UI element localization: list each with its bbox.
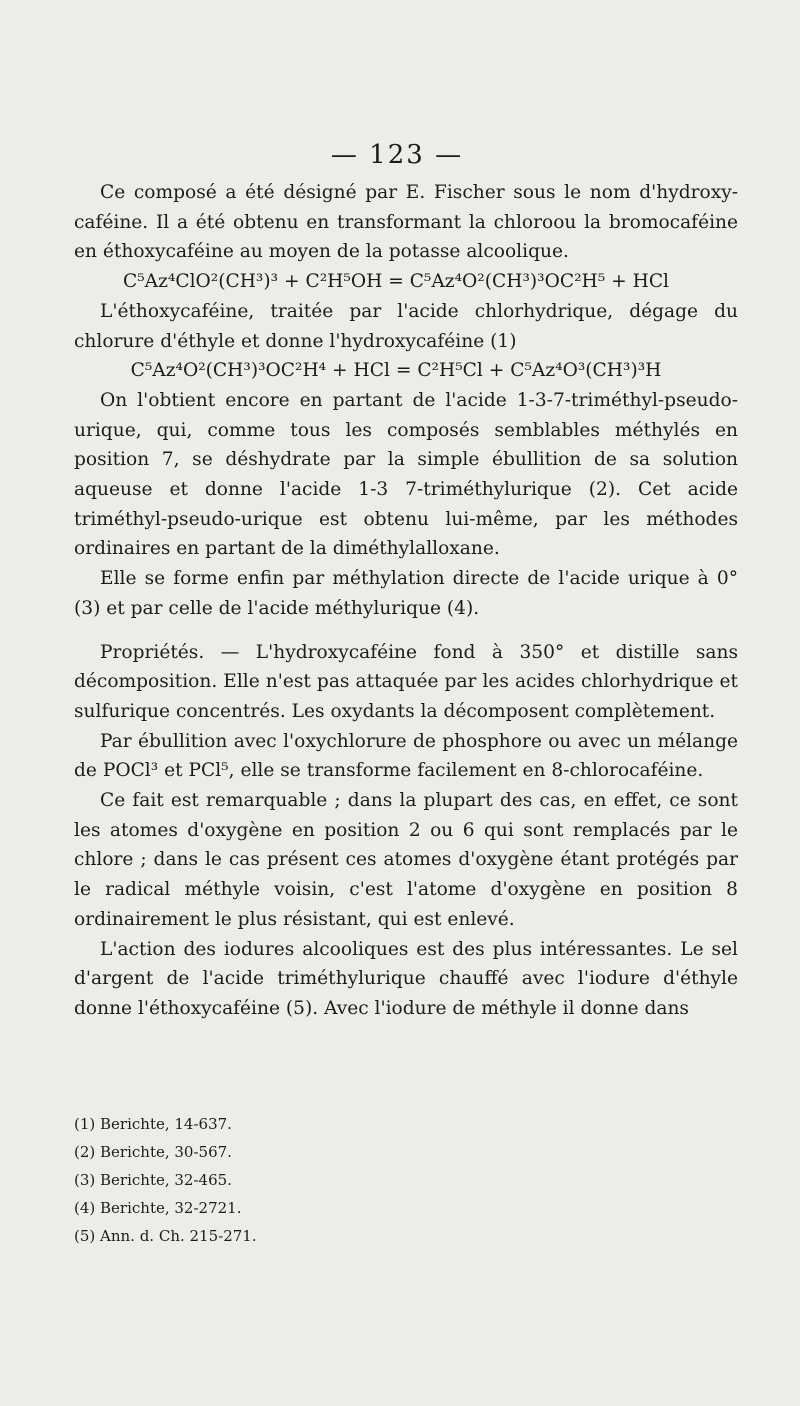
footnote-5: (5) Ann. d. Ch. 215-271. (74, 1227, 257, 1245)
equation-2: C⁵Az⁴O²(CH³)³OC²H⁴ + HCl = C²H⁵Cl + C⁵Az⁴O³(CH³)³H (130, 360, 662, 382)
page-number: — 123 — (330, 140, 464, 170)
paragraph-intro: Ce composé a été désigné par E. Fischer sous le nom d'hydroxy-caféine. Il a été obtenu en transformant la chloroou la bromocaféine en éthoxycaféine au moyen de la potasse alcoolique. (74, 182, 738, 263)
footnote-1: (1) Berichte, 14-637. (74, 1115, 232, 1133)
equation-1: C⁵Az⁴ClO²(CH³)³ + C²H⁵OH = C⁵Az⁴O²(CH³)³OC²H⁵ + HCl (123, 271, 669, 293)
paragraph-obtention: On l'obtient encore en partant de l'acide 1-3-7-triméthyl-pseudo-urique, qui, comme tous les composés semblables méthylés en position 7, se déshydrate par la simple ébullition de sa solution aqueuse et donne l'acide 1-3 7-triméthylurique (2). Cet acide triméthyl-pseudo-urique est obtenu lui-même, par les méthodes ordinaires en partant de la diméthylalloxane. (74, 389, 738, 560)
footnotes (74, 1110, 374, 1250)
footnote-3: (3) Berichte, 32-465. (74, 1171, 232, 1189)
paragraph-ethoxycafeine: L'éthoxycaféine, traitée par l'acide chlorhydrique, dégage du chlorure d'éthyle et donne l'hydroxycaféine (1) (74, 300, 738, 352)
footnote-4: (4) Berichte, 32-2721. (74, 1199, 242, 1217)
paragraph-ebullition: Par ébullition avec l'oxychlorure de phosphore ou avec un mélange de POCl³ et PCl⁵, elle se transforme facilement en 8-chlorocaféine. (74, 730, 738, 782)
body-text (74, 178, 738, 1024)
paragraph-remarkable-fact: Ce fait est remarquable ; dans la plupart des cas, en effet, ce sont les atomes d'oxygène en position 2 ou 6 qui sont remplacés par le chlore ; dans le cas présent ces atomes d'oxygène étant protégés par le radical méthyle voisin, c'est l'atome d'oxygène en position 8 ordinairement le plus résistant, qui est enlevé. (74, 790, 738, 930)
paragraph-methylation: Elle se forme enfin par méthylation directe de l'acide urique à 0° (3) et par celle de l'acide méthylurique (4). (74, 568, 738, 619)
page-sheet (52, 0, 742, 1406)
paragraph-iodides: L'action des iodures alcooliques est des plus intéressantes. Le sel d'argent de l'acide triméthylurique chauffé avec l'iodure d'éthyle donne l'éthoxycaféine (5). Avec l'iodure de méthyle il donne dans (74, 938, 738, 1019)
paragraph-properties: Propriétés. — L'hydroxycaféine fond à 350° et distille sans décomposition. Elle n'est pas attaquée par les acides chlorhydrique et sulfurique concentrés. Les oxydants la décomposent complètement. (74, 641, 738, 722)
footnote-2: (2) Berichte, 30-567. (74, 1143, 232, 1161)
